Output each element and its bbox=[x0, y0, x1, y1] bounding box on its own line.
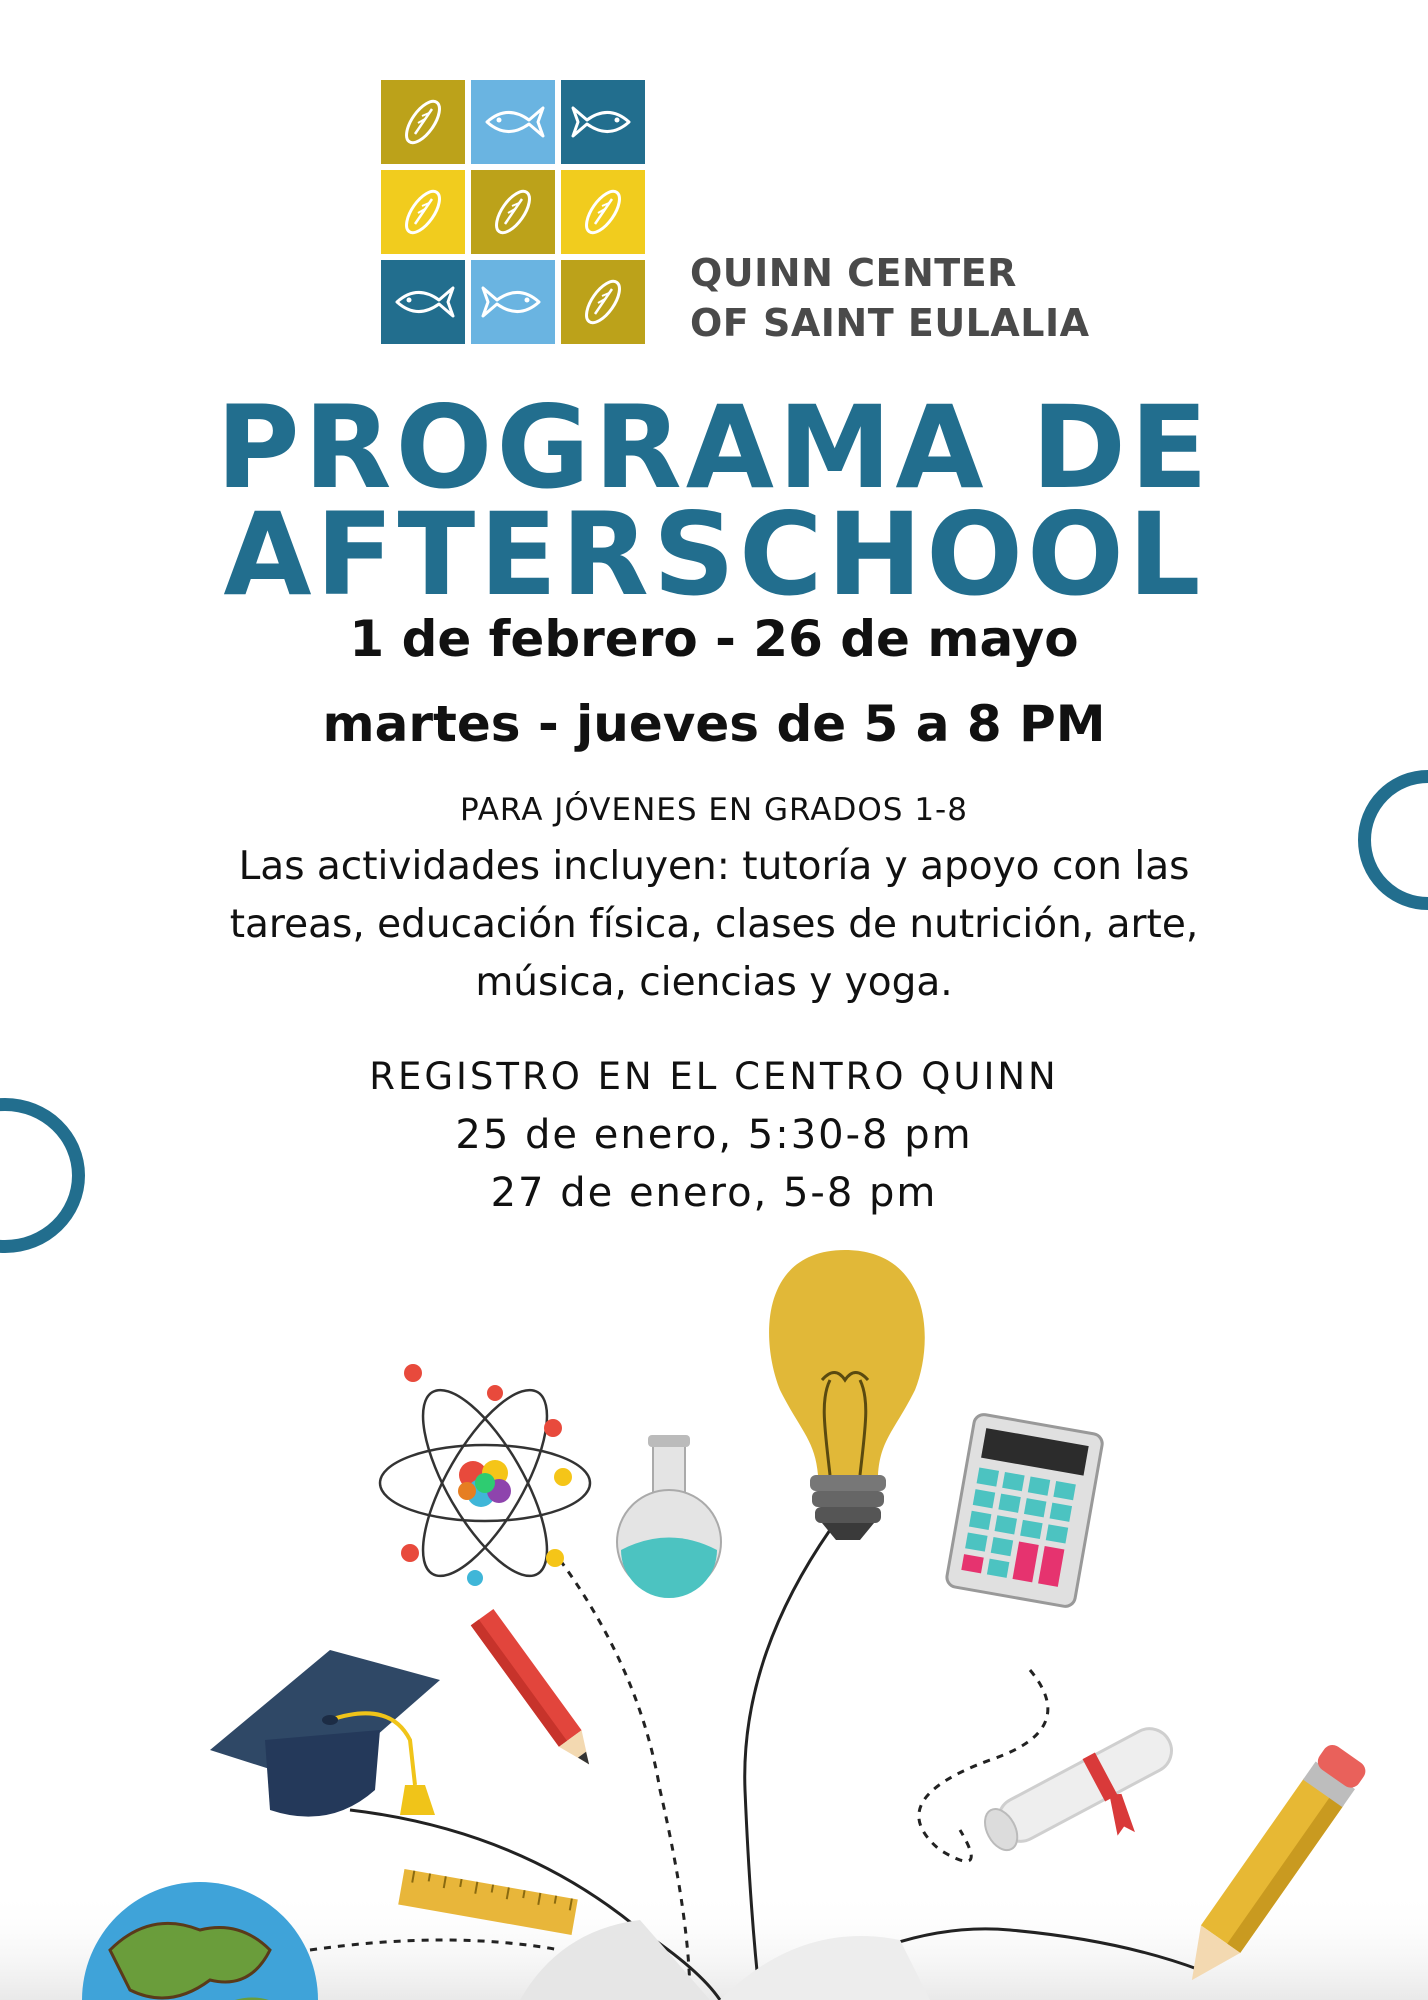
lightbulb-icon bbox=[769, 1250, 925, 1540]
page-title-line2: AFTERSCHOOL bbox=[223, 488, 1205, 621]
diploma-icon bbox=[977, 1719, 1199, 1893]
registration-session-1: 25 de enero, 5:30-8 pm bbox=[455, 1112, 973, 1158]
program-days-hours: martes - jueves de 5 a 8 PM bbox=[322, 695, 1106, 753]
page-title-line1: PROGRAMA DE bbox=[216, 381, 1212, 514]
logo-tile bbox=[471, 260, 555, 344]
logo-tile bbox=[381, 260, 465, 344]
flask-icon bbox=[617, 1435, 721, 1598]
pencil-icon bbox=[471, 1609, 601, 1773]
atom-icon bbox=[380, 1364, 590, 1593]
education-illustration bbox=[0, 1230, 1428, 2000]
quinn-center-logo bbox=[381, 80, 645, 344]
registration-session-2: 27 de enero, 5-8 pm bbox=[490, 1170, 938, 1216]
organization-name-line2: OF SAINT EULALIA bbox=[690, 301, 1090, 345]
organization-name bbox=[690, 248, 1090, 348]
decorative-ring-right bbox=[1358, 770, 1428, 910]
logo-tile bbox=[471, 80, 555, 164]
program-dates: 1 de febrero - 26 de mayo bbox=[349, 610, 1079, 668]
organization-name-line1: QUINN CENTER bbox=[690, 251, 1017, 295]
grades-eligibility: PARA JÓVENES EN GRADOS 1-8 bbox=[460, 792, 968, 828]
registration-heading: REGISTRO EN EL CENTRO QUINN bbox=[369, 1055, 1059, 1098]
calculator-icon bbox=[945, 1413, 1103, 1608]
activities-description: Las actividades incluyen: tutoría y apoyo con las tareas, educación física, clases de nutrición, arte, música, ciencias y yoga. bbox=[229, 844, 1199, 1005]
logo-tile bbox=[561, 80, 645, 164]
graduation-cap-icon bbox=[210, 1650, 440, 1817]
